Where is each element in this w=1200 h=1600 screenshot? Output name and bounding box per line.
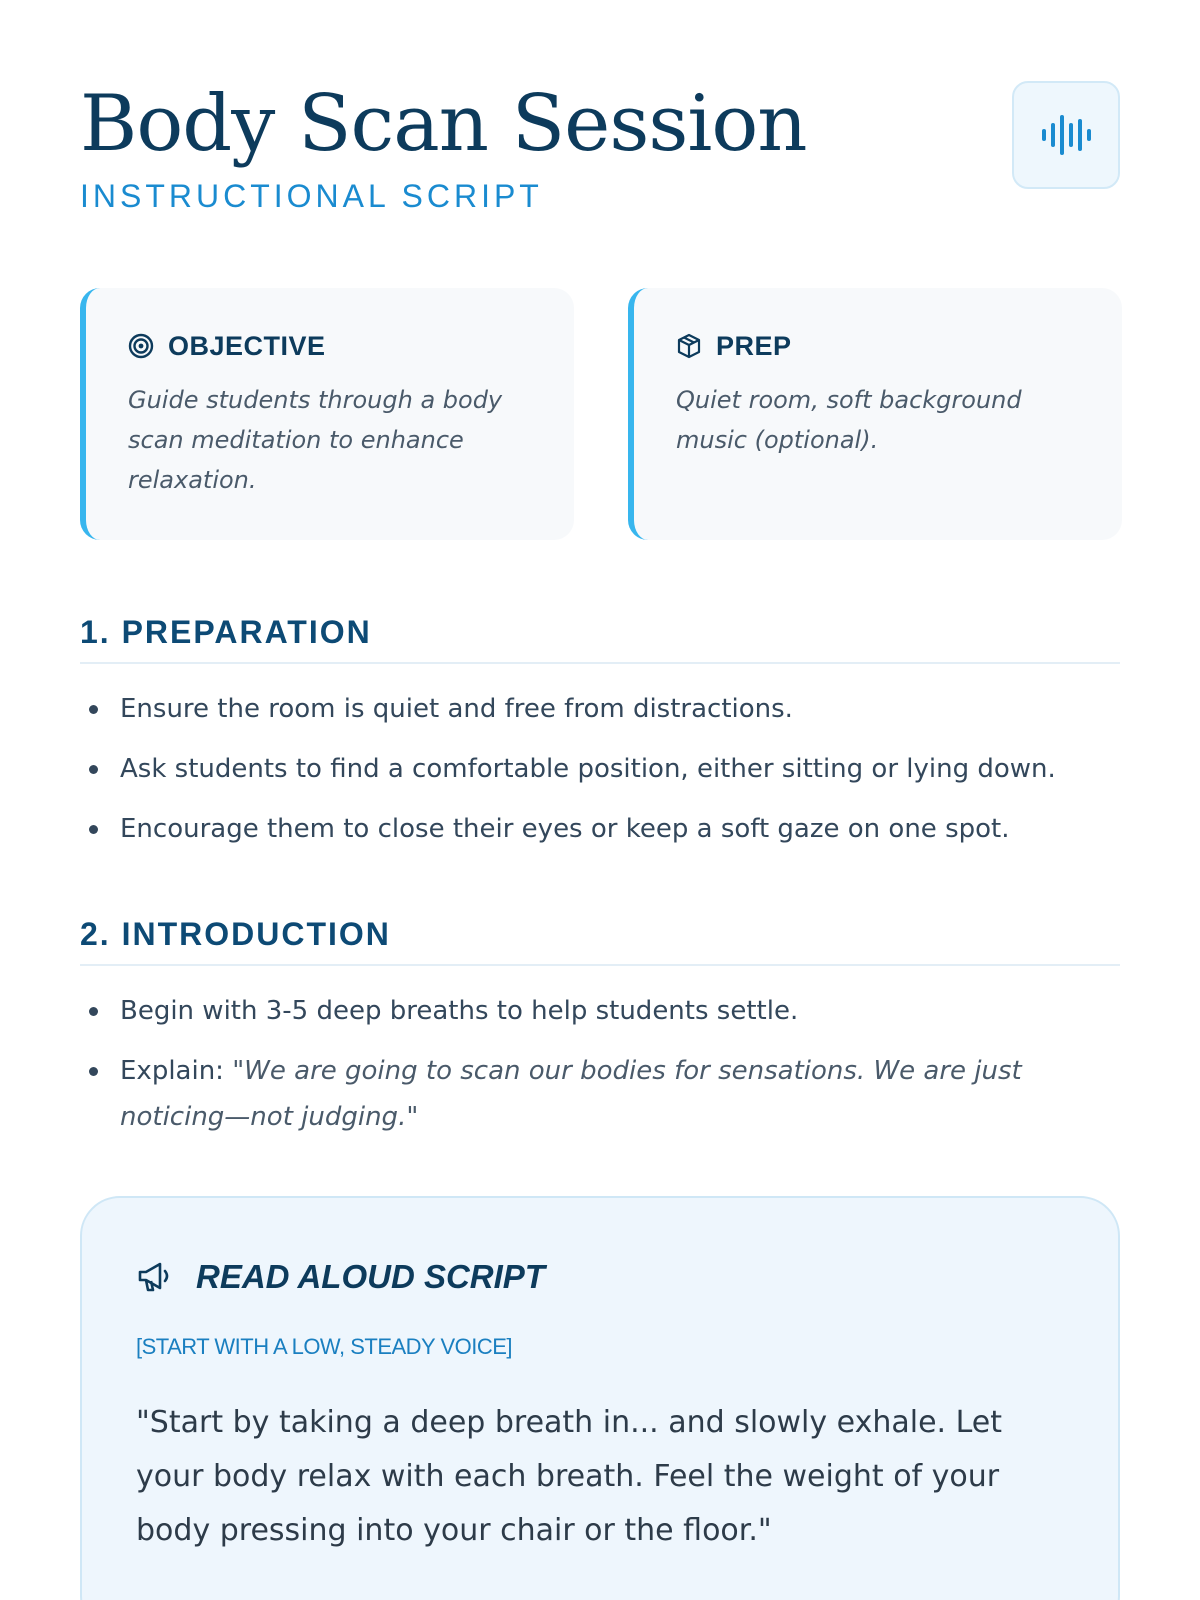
page-subtitle: INSTRUCTIONAL SCRIPT xyxy=(80,178,543,214)
list-item: Encourage them to close their eyes or keep a soft gaze on one spot. xyxy=(80,806,1120,852)
script-text: "Start by taking a deep breath in... and slowly exhale. Let your body relax with each breath. Feel the weight of your body pressing into your chair or the floor." xyxy=(136,1405,1003,1548)
section-title: 1. PREPARATION xyxy=(80,614,372,650)
list-item: Begin with 3-5 deep breaths to help students settle. xyxy=(80,988,1120,1034)
explain-quote: "We are going to scan our bodies for sensations. We are just noticing—not judging." xyxy=(120,1056,1022,1132)
read-aloud-script-box xyxy=(80,1196,1120,1600)
section-divider xyxy=(80,662,1120,664)
list-item: Ask students to find a comfortable position, either sitting or lying down. xyxy=(80,746,1120,792)
audio-badge[interactable] xyxy=(1012,81,1120,189)
explain-label: Explain: xyxy=(120,1056,233,1086)
prep-card xyxy=(628,288,1122,540)
preparation-list xyxy=(80,686,1120,852)
header xyxy=(80,72,1120,222)
target-icon xyxy=(128,333,154,359)
script-title: READ ALOUD SCRIPT xyxy=(196,1258,545,1295)
info-cards xyxy=(80,288,1120,540)
page-title: Body Scan Session xyxy=(80,79,807,169)
card-title: PREP xyxy=(716,330,792,361)
card-text: Guide students through a body scan meditation to enhance relaxation. xyxy=(128,386,503,494)
section-divider xyxy=(80,964,1120,966)
section-preparation xyxy=(80,612,1120,866)
objective-card xyxy=(80,288,574,540)
section-title: 2. INTRODUCTION xyxy=(80,916,391,952)
list-item: Ensure the room is quiet and free from distractions. xyxy=(80,686,1120,732)
introduction-list xyxy=(80,988,1120,1140)
stage-direction: [START WITH A LOW, STEADY VOICE] xyxy=(136,1334,513,1359)
box-icon xyxy=(676,333,702,359)
script-header xyxy=(136,1250,1064,1304)
card-text: Quiet room, soft background music (optional). xyxy=(676,386,1022,454)
megaphone-icon xyxy=(136,1258,174,1296)
section-introduction xyxy=(80,914,1120,1154)
list-item xyxy=(80,1048,1120,1140)
card-header xyxy=(128,326,534,366)
audio-waveform-icon xyxy=(1039,113,1093,157)
card-header xyxy=(676,326,1082,366)
card-title: OBJECTIVE xyxy=(168,330,326,361)
